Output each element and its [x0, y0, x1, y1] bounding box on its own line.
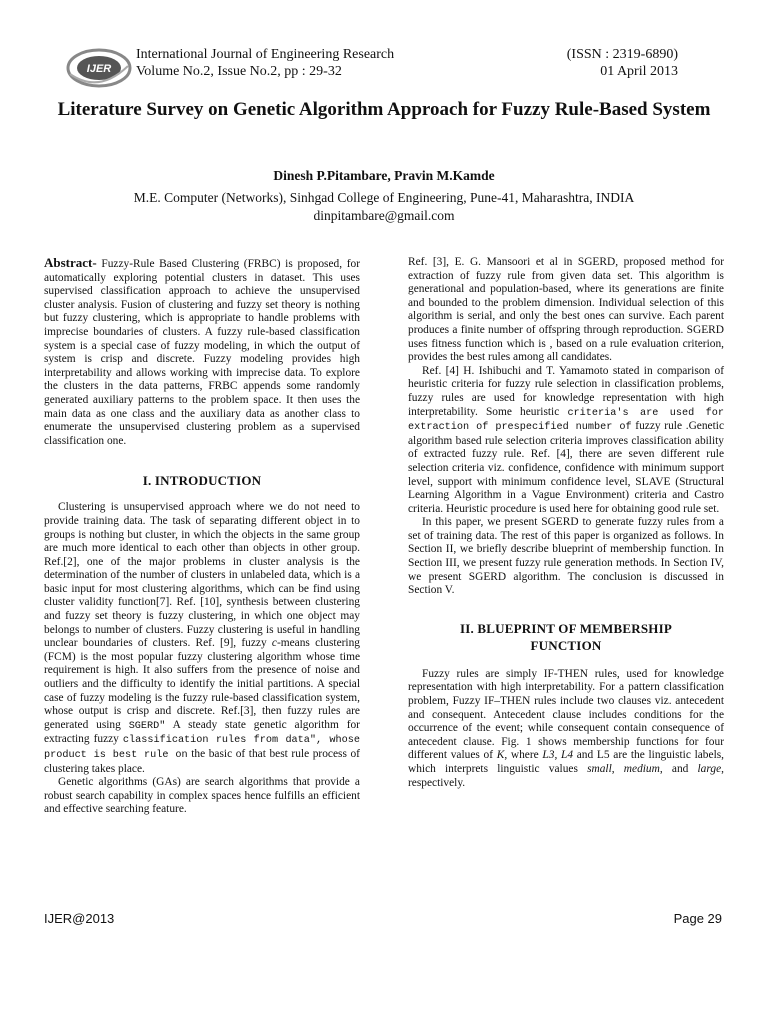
section-heading-blueprint [408, 620, 724, 654]
journal-name: International Journal of Engineering Research [136, 47, 395, 62]
section-heading-blueprint-line1: II. BLUEPRINT OF MEMBERSHIP [460, 620, 672, 636]
abstract-label: Abstract- [44, 255, 97, 270]
journal-header [136, 46, 394, 80]
intro-paragraph-2: Genetic algorithms (GAs) are search algorithms that provide a robust search capability in complex spaces hence fulfills an efficient and effective searching feature. [44, 776, 360, 816]
footer-page-number: Page 29 [673, 911, 722, 926]
journal-issn-date [567, 46, 678, 80]
logo-text: IJER [86, 63, 112, 75]
left-column [44, 256, 360, 817]
section-heading-blueprint-line2: FUNCTION [530, 637, 602, 653]
footer-journal: IJER@2013 [44, 911, 115, 926]
journal-date: 01 April 2013 [600, 64, 678, 79]
blueprint-paragraph: Fuzzy rules are simply IF-THEN rules, used for knowledge representation with high interpretability. For a pattern classification problem, Fuzzy IF–THEN rules include two clauses viz. antecedent and consequent. Antecedent clause includes conditions for the occurrence of the event; while consequent contain consequence of antecedent clause. Fig. 1 shows membership functions for four different values of K, where L3, L4 and L5 are the linguistic labels, which interprets linguistic values small, medium, and large, respectively. [408, 667, 725, 789]
author-affiliation: M.E. Computer (Networks), Sinhgad College of Engineering, Pune-41, Maharashtra, INDIA [133, 190, 635, 205]
right-column [408, 256, 724, 790]
intro-paragraph-1: Clustering is unsupervised approach where we do not need to provide training data. The task of separating different object in to groups is nothing but cluster, in which the objects in the same group are much more identical to each other than objects in other group. Ref.[2], one of the major problems in cluster analysis is the determination of the number of clusters in unlabeled data, which is a basic input for most clustering algorithms, which can be find using cluster validity function[7]. Ref. [10], synthesis between clustering and fuzzy set theory is fuzzy clustering, in which one object may belongs to number of clusters. Fuzzy clustering is useful in handling unclear boundaries of clusters. Ref. [9], fuzzy c-means clustering (FCM) is the most popular fuzzy clustering algorithm whose time requirement is high. It also suffers from the presence of noise and outliers and the difficulty to identify the initial partitions. A special case of fuzzy modeling is the fuzzy rule-based classification system, whose output is crisp and discrete. Ref.[3], then fuzzy rules are generated using SGERD" A steady state genetic algorithm for extracting fuzzy classification rules from data", whose product is best rule on the basic of that best rule process of clustering takes place. [44, 501, 360, 775]
section-heading-introduction: I. INTRODUCTION [142, 473, 262, 489]
paper-authors: Dinesh P.Pitambare, Pravin M.Kamde [273, 168, 495, 183]
author-affiliation-block [0, 189, 768, 225]
abstract-text: Fuzzy-Rule Based Clustering (FRBC) is proposed, for automatically exploring potential clusters in dataset. This uses supervised classification approach to achieve the unsupervised cluster analysis. Fusion of clustering and fuzzy set theory is nothing but fuzzy clustering, which is appropriate to handle problems with imprecise boundaries of clusters. A fuzzy rule-based classification system is a special case of fuzzy modeling, in which the output of system is crisp and discrete. Fuzzy modeling provides high interpretability and allows working with imprecise data. To explore the clusters in the data patterns, FRBC appends some randomly generated auxiliary patterns to the problem space. It then uses the main data as one class and the auxiliary data as another class to enumerate the unsupervised clustering problem as a supervised classification one. [44, 258, 360, 447]
paper-title: Literature Survey on Genetic Algorithm Approach for Fuzzy Rule-Based System [57, 99, 711, 120]
journal-logo-icon [64, 44, 134, 92]
right-paragraph-2: Ref. [4] H. Ishibuchi and T. Yamamoto stated in comparison of heuristic criteria for fuzzy rule selection in classification problems, fuzzy rules are used for knowledge representation with high interpretability. Some heuristic criteria's are used for extraction of prespecified number of fuzzy rule .Genetic algorithm based rule selection criteria improves classification ability of extracted fuzzy rule. Ref. [4], there are seven different rule selection criteria viz. confidence, confidence with minimum support level, support with minimum confidence level, SLAVE (Structural Learning Algorithm in a Vague Environment) criteria and Castro criteria. Heuristic procedure is used here for obtaining good rule set. [408, 364, 725, 515]
journal-issn: (ISSN : 2319-6890) [566, 47, 678, 62]
right-paragraph-3: In this paper, we present SGERD to generate fuzzy rules from a set of training data. The rest of this paper is organized as follows. In Section II, we briefly describe blueprint of membership function. In Section III, we present fuzzy rule generation methods. In Section IV, we present SGERD algorithm. The conclusion is discussed in Section V. [408, 516, 724, 597]
abstract [44, 256, 360, 448]
right-paragraph-1: Ref. [3], E. G. Mansoori et al in SGERD, proposed method for extraction of fuzzy rule from given data set. This algorithm is generational and population-based, where its generations are finite and bounded to the problem dimension. Individual selection of this algorithm is serial, and only the best ones can survive. Each parent produces a finite number of offspring through reproduction. SGERD uses fitness function which is , based on a rule evaluation criterion, provides the best rules among all candidates. [408, 256, 724, 364]
journal-volume: Volume No.2, Issue No.2, pp : 29-32 [136, 64, 342, 79]
author-email: dinpitambare@gmail.com [313, 208, 455, 223]
